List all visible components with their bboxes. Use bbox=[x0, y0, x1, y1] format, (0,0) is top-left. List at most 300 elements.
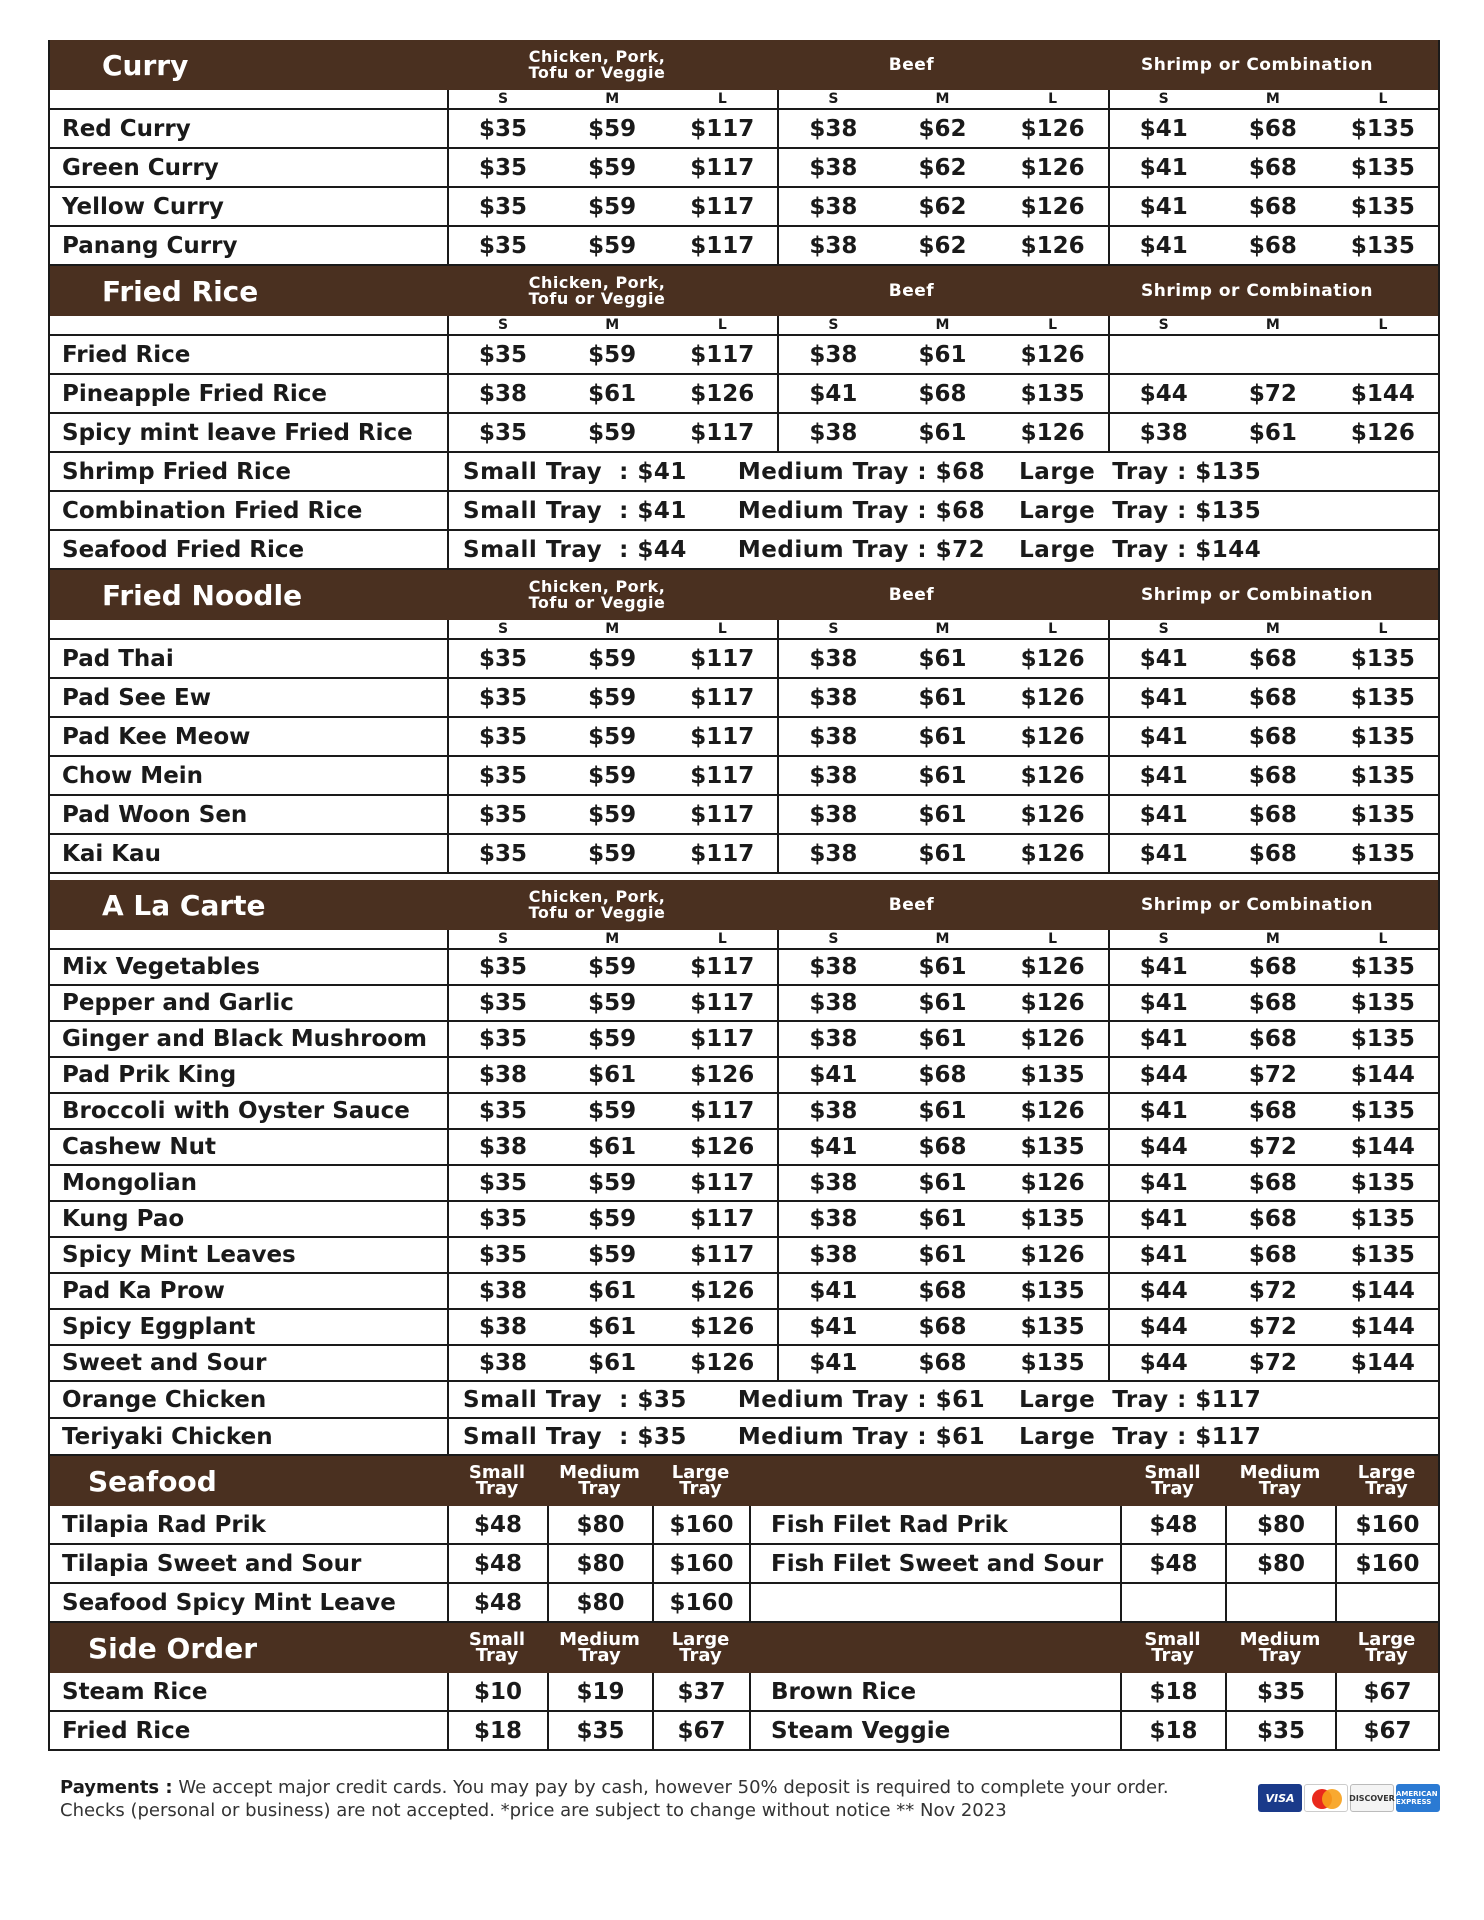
item-price bbox=[1335, 1584, 1438, 1621]
item-price: $18 bbox=[447, 1712, 547, 1749]
menu-row bbox=[50, 1022, 1438, 1058]
item-price: $126 bbox=[690, 380, 755, 407]
menu-row bbox=[50, 835, 1438, 874]
item-price: $35 bbox=[447, 1166, 557, 1200]
item-name: Chow Mein bbox=[62, 762, 204, 789]
tray-word-2: Tray bbox=[1151, 1478, 1194, 1499]
size-label: S bbox=[447, 620, 557, 638]
item-price: $61 bbox=[588, 1350, 637, 1376]
item-price bbox=[1218, 336, 1328, 373]
item-price: $135 bbox=[1350, 1026, 1415, 1052]
size-label: L bbox=[1048, 621, 1058, 637]
item-price: $61 bbox=[918, 840, 967, 867]
item-price: $35 bbox=[447, 336, 557, 373]
group-shrimp-combination: Shrimp or Combination bbox=[1140, 895, 1373, 915]
group-chicken-pork-tofu bbox=[447, 889, 747, 921]
item-price: $80 bbox=[547, 1584, 652, 1621]
item-price: $38 bbox=[777, 950, 887, 984]
item-name: Tilapia Rad Prik bbox=[62, 1511, 266, 1538]
size-label: M bbox=[935, 621, 950, 637]
item-name: Pad Kee Meow bbox=[62, 723, 251, 750]
tray-word-1: Large bbox=[1357, 1629, 1416, 1650]
size-label: S bbox=[1108, 620, 1218, 638]
item-name: Orange Chicken bbox=[62, 1386, 267, 1413]
payment-note bbox=[60, 1776, 1240, 1822]
item-price: $59 bbox=[588, 990, 637, 1016]
item-price: $35 bbox=[447, 188, 557, 225]
fried_rice-section bbox=[48, 266, 1440, 570]
item-price: $135 bbox=[1350, 645, 1415, 672]
item-name: Pad See Ew bbox=[62, 684, 211, 711]
size-label: S bbox=[447, 316, 557, 334]
item-price: $144 bbox=[1350, 1062, 1415, 1088]
item-price: $38 bbox=[447, 1310, 557, 1344]
item-price: $38 bbox=[1108, 414, 1218, 451]
item-price: $38 bbox=[777, 679, 887, 716]
menu-row bbox=[50, 149, 1438, 188]
size-label: L bbox=[1048, 317, 1058, 333]
item-price: $41 bbox=[1108, 1094, 1218, 1128]
size-label: S bbox=[1108, 930, 1218, 948]
size-label: L bbox=[717, 317, 727, 333]
item-price: $126 bbox=[1350, 419, 1415, 446]
item-price: $35 bbox=[547, 1712, 652, 1749]
item-price: $10 bbox=[447, 1673, 547, 1710]
size-label: M bbox=[1265, 931, 1280, 947]
item-price: $80 bbox=[1225, 1545, 1335, 1582]
tray-word-2: Tray bbox=[679, 1645, 722, 1666]
item-price: $35 bbox=[447, 1022, 557, 1056]
item-price: $59 bbox=[588, 232, 637, 259]
size-spacer bbox=[50, 930, 447, 948]
group-shrimp-combination: Shrimp or Combination bbox=[1140, 281, 1373, 301]
item-name: Pepper and Garlic bbox=[62, 990, 294, 1016]
size-label: M bbox=[605, 621, 620, 637]
tray-prices: Small Tray : $44 Medium Tray : $72 Large Tray : $144 bbox=[447, 531, 1438, 568]
menu-row bbox=[50, 1058, 1438, 1094]
item-name: Steam Veggie bbox=[749, 1712, 1120, 1749]
item-price: $61 bbox=[918, 419, 967, 446]
tray-word-1: Small bbox=[468, 1462, 526, 1483]
item-price: $117 bbox=[690, 954, 755, 980]
tray-prices: Small Tray : $35 Medium Tray : $61 Large Tray : $117 bbox=[447, 1382, 1438, 1417]
item-price: $59 bbox=[588, 645, 637, 672]
a_la_carte-title: A La Carte bbox=[102, 888, 266, 922]
item-price: $61 bbox=[918, 762, 967, 789]
item-price: $35 bbox=[447, 796, 557, 833]
item-name: Seafood Spicy Mint Leave bbox=[62, 1589, 396, 1616]
menu-row bbox=[50, 986, 1438, 1022]
size-label: S bbox=[1108, 90, 1218, 108]
item-price: $126 bbox=[1020, 990, 1085, 1016]
item-price: $68 bbox=[1248, 1098, 1297, 1124]
menu-row bbox=[50, 375, 1438, 414]
item-price: $35 bbox=[447, 835, 557, 872]
item-price: $59 bbox=[588, 115, 637, 142]
item-name: Seafood Fried Rice bbox=[62, 536, 305, 563]
size-spacer bbox=[50, 316, 447, 334]
item-price: $67 bbox=[652, 1712, 749, 1749]
menu-row bbox=[50, 227, 1438, 266]
item-price: $61 bbox=[588, 1314, 637, 1340]
menu-row bbox=[50, 1346, 1438, 1382]
item-price: $41 bbox=[1108, 950, 1218, 984]
item-price: $61 bbox=[918, 1170, 967, 1196]
item-price: $41 bbox=[777, 1310, 887, 1344]
item-name: Broccoli with Oyster Sauce bbox=[62, 1098, 410, 1124]
item-price bbox=[1328, 336, 1438, 373]
tray-size-small bbox=[447, 1462, 547, 1499]
item-price: $117 bbox=[690, 801, 755, 828]
item-price: $59 bbox=[588, 193, 637, 220]
group-chicken-line2: Tofu or Veggie bbox=[528, 289, 666, 308]
menu-row bbox=[50, 414, 1438, 453]
item-price: $68 bbox=[1248, 954, 1297, 980]
amex-card-icon: AMERICAN EXPRESS bbox=[1396, 1784, 1440, 1812]
item-price: $117 bbox=[690, 723, 755, 750]
item-price: $68 bbox=[918, 380, 967, 407]
item-price: $18 bbox=[1120, 1712, 1225, 1749]
tray-size-large bbox=[652, 1462, 749, 1499]
item-price: $160 bbox=[1335, 1506, 1438, 1543]
item-price: $38 bbox=[777, 149, 887, 186]
item-price: $48 bbox=[1120, 1545, 1225, 1582]
tray-prices: Small Tray : $35 Medium Tray : $61 Large Tray : $117 bbox=[447, 1419, 1438, 1454]
item-price: $44 bbox=[1108, 375, 1218, 412]
group-beef: Beef bbox=[888, 895, 935, 915]
group-shrimp-combination: Shrimp or Combination bbox=[1140, 55, 1373, 75]
item-price: $41 bbox=[1108, 640, 1218, 677]
item-price: $61 bbox=[918, 954, 967, 980]
item-name: Steam Rice bbox=[62, 1678, 208, 1705]
side_order-title: Side Order bbox=[88, 1631, 257, 1665]
item-price: $126 bbox=[1020, 232, 1085, 259]
item-price: $68 bbox=[1248, 840, 1297, 867]
tray-word-1: Medium bbox=[559, 1629, 640, 1650]
item-name: Fried Rice bbox=[62, 1717, 191, 1744]
item-price: $41 bbox=[1108, 757, 1218, 794]
item-price: $135 bbox=[1350, 154, 1415, 181]
size-label: S bbox=[447, 930, 557, 948]
tray-word-2: Tray bbox=[475, 1645, 519, 1666]
item-price: $117 bbox=[690, 840, 755, 867]
item-price: $117 bbox=[690, 1098, 755, 1124]
item-price: $35 bbox=[447, 227, 557, 264]
item-price: $48 bbox=[447, 1506, 547, 1543]
fried_noodle-size-row bbox=[50, 620, 1438, 640]
curry-section bbox=[48, 40, 1440, 266]
item-price: $160 bbox=[1335, 1545, 1438, 1582]
item-price: $160 bbox=[652, 1545, 749, 1582]
item-price: $41 bbox=[1108, 227, 1218, 264]
item-price: $126 bbox=[1020, 115, 1085, 142]
group-chicken-line2: Tofu or Veggie bbox=[528, 63, 666, 82]
size-label: L bbox=[1378, 931, 1388, 947]
item-price: $68 bbox=[1248, 762, 1297, 789]
item-name: Mix Vegetables bbox=[62, 954, 260, 980]
fried_rice-size-row bbox=[50, 316, 1438, 336]
tray-size-small bbox=[447, 1629, 547, 1666]
tray-word-1: Medium bbox=[1239, 1629, 1321, 1650]
item-price: $68 bbox=[918, 1350, 967, 1376]
item-price: $117 bbox=[690, 762, 755, 789]
item-price: $41 bbox=[777, 1058, 887, 1092]
item-price: $38 bbox=[777, 227, 887, 264]
tray-word-1: Medium bbox=[1239, 1462, 1321, 1483]
item-name: Kai Kau bbox=[62, 840, 161, 867]
item-name: Pad Prik King bbox=[62, 1062, 237, 1088]
item-price: $68 bbox=[918, 1134, 967, 1160]
item-price: $59 bbox=[588, 341, 637, 368]
item-price: $38 bbox=[447, 1346, 557, 1380]
item-price bbox=[1120, 1584, 1225, 1621]
menu-row bbox=[50, 1094, 1438, 1130]
tray-word-2: Tray bbox=[1151, 1645, 1194, 1666]
fried_rice-title: Fried Rice bbox=[102, 274, 259, 308]
tray-row bbox=[50, 1419, 1438, 1456]
group-chicken-line1: Chicken, Pork, bbox=[528, 887, 666, 906]
item-price: $135 bbox=[1350, 1098, 1415, 1124]
tray-size-small bbox=[1120, 1629, 1225, 1666]
item-price: $160 bbox=[652, 1506, 749, 1543]
item-name: Kung Pao bbox=[62, 1206, 185, 1232]
size-label: S bbox=[777, 316, 887, 334]
item-price: $61 bbox=[918, 723, 967, 750]
item-price: $18 bbox=[1120, 1673, 1225, 1710]
menu-row bbox=[50, 1506, 1438, 1545]
tray-size-medium bbox=[547, 1462, 652, 1499]
item-price: $72 bbox=[1248, 1278, 1297, 1304]
item-price: $61 bbox=[918, 341, 967, 368]
tray-word-2: Tray bbox=[1365, 1478, 1408, 1499]
item-price: $135 bbox=[1020, 1134, 1085, 1160]
group-chicken-pork-tofu bbox=[447, 579, 747, 611]
item-price: $135 bbox=[1350, 1206, 1415, 1232]
item-price: $61 bbox=[588, 1062, 637, 1088]
group-beef: Beef bbox=[888, 281, 935, 301]
item-price: $44 bbox=[1108, 1274, 1218, 1308]
item-price: $126 bbox=[1020, 684, 1085, 711]
size-label: L bbox=[717, 621, 727, 637]
a_la_carte-header bbox=[50, 880, 1438, 930]
size-label: L bbox=[1048, 931, 1058, 947]
item-price: $135 bbox=[1020, 1206, 1085, 1232]
menu-row bbox=[50, 1310, 1438, 1346]
item-price: $38 bbox=[777, 1202, 887, 1236]
item-name: Spicy Eggplant bbox=[62, 1314, 256, 1340]
item-price: $126 bbox=[1020, 801, 1085, 828]
item-price: $80 bbox=[547, 1545, 652, 1582]
curry-title: Curry bbox=[102, 48, 189, 82]
item-price: $59 bbox=[588, 1026, 637, 1052]
item-price: $126 bbox=[690, 1134, 755, 1160]
item-price: $61 bbox=[918, 1242, 967, 1268]
item-price: $126 bbox=[1020, 954, 1085, 980]
item-price: $126 bbox=[690, 1350, 755, 1376]
group-chicken-line1: Chicken, Pork, bbox=[528, 577, 666, 596]
item-name: Yellow Curry bbox=[62, 193, 224, 220]
menu-row bbox=[50, 336, 1438, 375]
item-price: $61 bbox=[918, 801, 967, 828]
tray-word-2: Tray bbox=[475, 1478, 519, 1499]
item-name: Pineapple Fried Rice bbox=[62, 380, 328, 407]
item-price: $41 bbox=[1108, 835, 1218, 872]
item-price: $67 bbox=[1335, 1673, 1438, 1710]
item-price: $135 bbox=[1020, 1062, 1085, 1088]
item-price: $68 bbox=[918, 1314, 967, 1340]
group-chicken-line1: Chicken, Pork, bbox=[528, 273, 666, 292]
menu-row bbox=[50, 1166, 1438, 1202]
tray-row bbox=[50, 492, 1438, 531]
item-price: $126 bbox=[1020, 1170, 1085, 1196]
item-price: $38 bbox=[777, 640, 887, 677]
tray-row bbox=[50, 1382, 1438, 1419]
size-label: L bbox=[717, 91, 727, 107]
item-price: $135 bbox=[1350, 954, 1415, 980]
menu-row bbox=[50, 1202, 1438, 1238]
mastercard-icon bbox=[1304, 1784, 1348, 1812]
size-spacer bbox=[50, 90, 447, 108]
item-name: Shrimp Fried Rice bbox=[62, 458, 291, 485]
seafood-title: Seafood bbox=[88, 1464, 217, 1498]
item-price: $61 bbox=[918, 1098, 967, 1124]
tray-row bbox=[50, 453, 1438, 492]
item-price: $72 bbox=[1248, 1314, 1297, 1340]
item-price: $41 bbox=[777, 1346, 887, 1380]
menu-row bbox=[50, 1274, 1438, 1310]
item-price: $135 bbox=[1350, 990, 1415, 1016]
item-price: $41 bbox=[777, 375, 887, 412]
item-price: $38 bbox=[777, 796, 887, 833]
item-price: $41 bbox=[1108, 796, 1218, 833]
item-name: Pad Woon Sen bbox=[62, 801, 248, 828]
item-price: $38 bbox=[777, 1238, 887, 1272]
item-price: $41 bbox=[1108, 1238, 1218, 1272]
item-price: $117 bbox=[690, 193, 755, 220]
item-name: Red Curry bbox=[62, 115, 191, 142]
item-price: $117 bbox=[690, 645, 755, 672]
item-price: $68 bbox=[1248, 1206, 1297, 1232]
item-name: Spicy mint leave Fried Rice bbox=[62, 419, 413, 446]
tray-size-medium bbox=[1225, 1462, 1335, 1499]
item-price: $144 bbox=[1350, 380, 1415, 407]
item-price: $144 bbox=[1350, 1134, 1415, 1160]
item-price: $68 bbox=[1248, 990, 1297, 1016]
item-name: Pad Thai bbox=[62, 645, 174, 672]
tray-word-2: Tray bbox=[1365, 1645, 1408, 1666]
item-price: $117 bbox=[690, 1170, 755, 1196]
size-label: M bbox=[1265, 621, 1280, 637]
curry-size-row bbox=[50, 90, 1438, 110]
item-price: $38 bbox=[447, 1274, 557, 1308]
item-price: $38 bbox=[777, 986, 887, 1020]
item-price: $59 bbox=[588, 1242, 637, 1268]
group-chicken-pork-tofu bbox=[447, 49, 747, 81]
item-price: $68 bbox=[1248, 1170, 1297, 1196]
item-price: $68 bbox=[1248, 684, 1297, 711]
item-price: $62 bbox=[918, 115, 967, 142]
size-label: S bbox=[777, 90, 887, 108]
item-price: $126 bbox=[1020, 154, 1085, 181]
item-price: $35 bbox=[1225, 1673, 1335, 1710]
item-price: $59 bbox=[588, 684, 637, 711]
tray-word-1: Small bbox=[468, 1629, 526, 1650]
item-price: $59 bbox=[588, 723, 637, 750]
fried_rice-header bbox=[50, 266, 1438, 316]
side_order-section bbox=[48, 1623, 1440, 1751]
tray-size-large bbox=[1335, 1629, 1438, 1666]
group-shrimp-combination: Shrimp or Combination bbox=[1140, 585, 1373, 605]
item-price: $135 bbox=[1350, 1242, 1415, 1268]
item-price: $67 bbox=[1335, 1712, 1438, 1749]
item-name: Mongolian bbox=[62, 1170, 197, 1196]
size-label: M bbox=[1265, 91, 1280, 107]
size-label: M bbox=[605, 91, 620, 107]
size-label: M bbox=[605, 317, 620, 333]
item-price: $19 bbox=[547, 1673, 652, 1710]
item-price: $38 bbox=[777, 188, 887, 225]
item-price: $126 bbox=[1020, 840, 1085, 867]
item-price: $68 bbox=[1248, 193, 1297, 220]
size-label: L bbox=[717, 931, 727, 947]
catering-menu bbox=[48, 40, 1440, 1751]
menu-row bbox=[50, 718, 1438, 757]
item-price: $41 bbox=[1108, 1202, 1218, 1236]
item-price: $117 bbox=[690, 232, 755, 259]
item-price: $38 bbox=[777, 1094, 887, 1128]
size-label: S bbox=[777, 620, 887, 638]
seafood-header bbox=[50, 1456, 1438, 1506]
group-chicken-line1: Chicken, Pork, bbox=[528, 47, 666, 66]
item-price: $41 bbox=[1108, 1022, 1218, 1056]
item-price: $144 bbox=[1350, 1314, 1415, 1340]
item-price: $41 bbox=[1108, 149, 1218, 186]
item-price: $144 bbox=[1350, 1350, 1415, 1376]
tray-word-1: Large bbox=[671, 1462, 730, 1483]
item-price: $135 bbox=[1350, 840, 1415, 867]
item-price: $126 bbox=[1020, 1026, 1085, 1052]
item-price: $135 bbox=[1350, 115, 1415, 142]
size-label: L bbox=[1378, 317, 1388, 333]
item-price: $59 bbox=[588, 154, 637, 181]
item-price: $61 bbox=[588, 1134, 637, 1160]
menu-row bbox=[50, 950, 1438, 986]
item-name: Fish Filet Sweet and Sour bbox=[749, 1545, 1120, 1582]
item-name: Brown Rice bbox=[749, 1673, 1120, 1710]
item-name: Fish Filet Rad Prik bbox=[749, 1506, 1120, 1543]
seafood-section bbox=[48, 1456, 1440, 1623]
menu-row bbox=[50, 110, 1438, 149]
group-beef: Beef bbox=[888, 55, 935, 75]
item-price: $35 bbox=[447, 679, 557, 716]
item-price: $59 bbox=[588, 954, 637, 980]
item-price: $62 bbox=[918, 193, 967, 220]
item-price: $38 bbox=[777, 110, 887, 147]
tray-size-medium bbox=[1225, 1629, 1335, 1666]
tray-word-1: Large bbox=[1357, 1462, 1416, 1483]
menu-row bbox=[50, 1130, 1438, 1166]
menu-row bbox=[50, 757, 1438, 796]
item-price: $144 bbox=[1350, 1278, 1415, 1304]
size-label: S bbox=[447, 90, 557, 108]
item-price bbox=[1225, 1584, 1335, 1621]
item-price: $126 bbox=[690, 1278, 755, 1304]
item-price: $80 bbox=[547, 1506, 652, 1543]
item-name: Tilapia Sweet and Sour bbox=[62, 1550, 362, 1577]
item-price: $44 bbox=[1108, 1346, 1218, 1380]
item-price: $126 bbox=[1020, 193, 1085, 220]
item-name: Combination Fried Rice bbox=[62, 497, 363, 524]
